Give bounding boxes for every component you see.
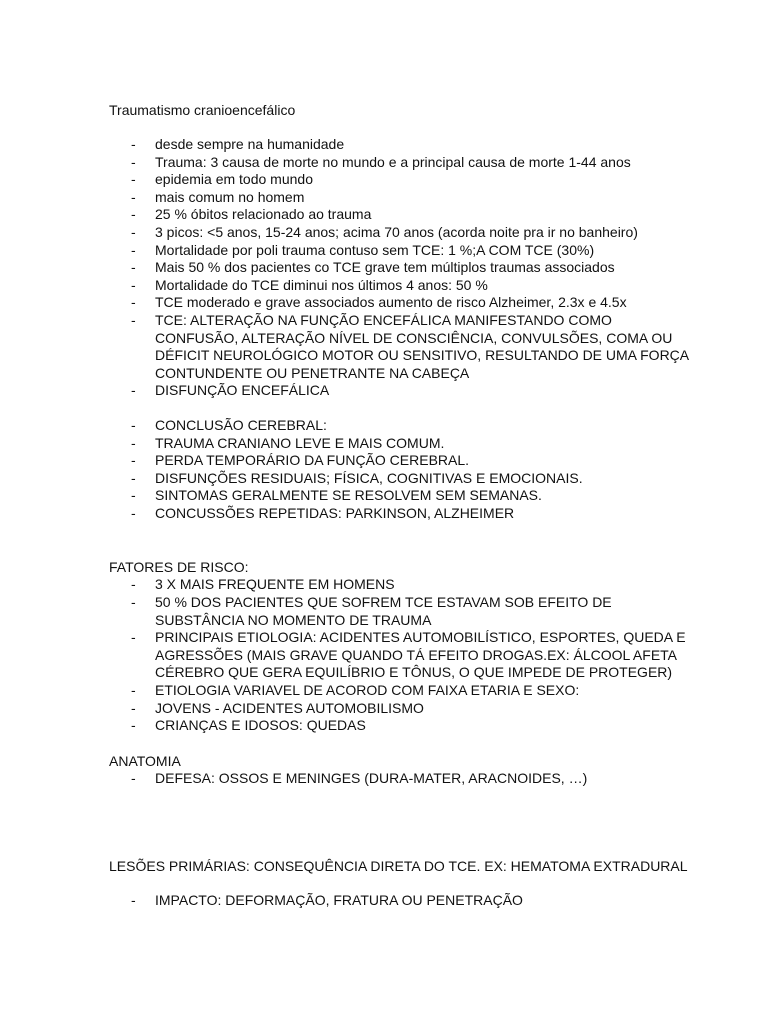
bullet-dash: - (131, 206, 136, 223)
bullet-dash: - (131, 223, 136, 240)
list-item: - CRIANÇAS E IDOSOS: QUEDAS (131, 717, 366, 734)
list-item: - IMPACTO: DEFORMAÇÃO, FRATURA OU PENETRAÇÃO (131, 892, 523, 909)
list-item: - Mortalidade por poli trauma contuso sem TCE: 1 %;A COM TCE (30%) (131, 241, 595, 258)
list-item: - epidemia em todo mundo (131, 171, 313, 188)
list-item: - CONCUSSÕES REPETIDAS: PARKINSON, ALZHEIMER (131, 504, 515, 521)
list-item: - desde sempre na humanidade (131, 136, 345, 152)
bullet-dash: - (131, 311, 136, 328)
bullet-dash: - (131, 259, 136, 276)
list-item: - JOVENS - ACIDENTES AUTOMOBILISMO (131, 699, 424, 716)
bullet-dash: - (131, 276, 136, 293)
bullet-dash: - (131, 188, 136, 205)
bullet-dash: - (131, 504, 136, 521)
bullet-dash: - (131, 892, 136, 909)
bullet-dash: - (131, 136, 136, 152)
risk-factors-list (109, 576, 689, 734)
bullet-dash: - (131, 294, 136, 311)
bullet-dash: - (131, 434, 136, 451)
primary-lesions-heading: LESÕES PRIMÁRIAS: CONSEQUÊNCIA DIRETA DO TCE. EX: HEMATOMA EXTRADURAL (109, 858, 688, 875)
anatomy-list (109, 770, 689, 788)
anatomy-heading: ANATOMIA (109, 752, 181, 769)
list-item: - mais comum no homem (131, 188, 305, 205)
bullet-dash: - (131, 452, 136, 469)
list-item: - 3 picos: <5 anos, 15-24 anos; acima 70 anos (acorda noite pra ir no banheiro) (131, 223, 638, 240)
bullet-dash: - (131, 171, 136, 188)
bullet-dash: - (131, 717, 136, 734)
bullet-dash: - (131, 153, 136, 170)
bullet-dash: - (131, 469, 136, 486)
document-title: Traumatismo cranioencefálico (109, 102, 296, 118)
list-item: - Mais 50 % dos pacientes co TCE grave tem múltiplos traumas associados (131, 259, 615, 276)
list-item: - Trauma: 3 causa de morte no mundo e a principal causa de morte 1-44 anos (131, 153, 631, 170)
list-item: - TRAUMA CRANIANO LEVE E MAIS COMUM. (131, 434, 445, 451)
primary-lesions-list (109, 892, 689, 910)
bullet-dash: - (131, 241, 136, 258)
document-body (109, 101, 689, 910)
bullet-dash: - (131, 629, 136, 646)
bullet-dash: - (131, 769, 136, 786)
list-item: - DEFESA: OSSOS E MENINGES (DURA-MATER, ARACNOIDES, …) (131, 769, 588, 786)
bullet-dash: - (131, 682, 136, 699)
list-item: - PRINCIPAIS ETIOLOGIA: ACIDENTES AUTOMOBILÍSTICO, ESPORTES, QUEDA E AGRESSÕES (MAIS GRAVE QUANDO TÁ EFEITO DROGAS.EX: ÁLCOOL AFETA CÉREBRO QUE GERA EQUILÍBRIO E TÔNUS, O QUE IMPEDE DE PROTEGER) (131, 629, 686, 681)
concussion-list (109, 417, 689, 523)
bullet-dash: - (131, 382, 136, 399)
bullet-dash: - (131, 576, 136, 593)
list-item: - SINTOMAS GERALMENTE SE RESOLVEM SEM SEMANAS. (131, 487, 542, 504)
list-item: - 3 X MAIS FREQUENTE EM HOMENS (131, 576, 395, 593)
list-item: - CONCLUSÃO CEREBRAL: (131, 416, 327, 433)
bullet-dash: - (131, 487, 136, 504)
list-item: - ETIOLOGIA VARIAVEL DE ACOROD COM FAIXA ETARIA E SEXO: (131, 682, 580, 699)
list-item: - 25 % óbitos relacionado ao trauma (131, 206, 372, 223)
list-item: - DISFUNÇÃO ENCEFÁLICA (131, 382, 330, 399)
list-item: - 50 % DOS PACIENTES QUE SOFREM TCE ESTAVAM SOB EFEITO DE SUBSTÂNCIA NO MOMENTO DE TRAUMA (131, 594, 612, 628)
bullet-dash: - (131, 416, 136, 433)
list-item: - TCE moderado e grave associados aumento de risco Alzheimer, 2.3x e 4.5x (131, 294, 627, 311)
bullet-dash: - (131, 699, 136, 716)
list-item: - TCE: ALTERAÇÃO NA FUNÇÃO ENCEFÁLICA MANIFESTANDO COMO CONFUSÃO, ALTERAÇÃO NÍVEL DE CONSCIÊNCIA, CONVULSÕES, COMA OU DÉFICIT NEUROLÓGICO MOTOR OU SENSITIVO, RESULTANDO DE UMA FORÇA CONTUNDENTE OU PENETRANTE NA CABEÇA (131, 311, 689, 381)
risk-factors-heading: FATORES DE RISCO: (109, 559, 249, 576)
list-item: - Mortalidade do TCE diminui nos últimos 4 anos: 50 % (131, 276, 488, 293)
list-item: - DISFUNÇÕES RESIDUAIS; FÍSICA, COGNITIVAS E EMOCIONAIS. (131, 469, 583, 486)
list-item: - PERDA TEMPORÁRIO DA FUNÇÃO CEREBRAL. (131, 452, 470, 469)
intro-list (109, 136, 689, 400)
bullet-dash: - (131, 594, 136, 611)
